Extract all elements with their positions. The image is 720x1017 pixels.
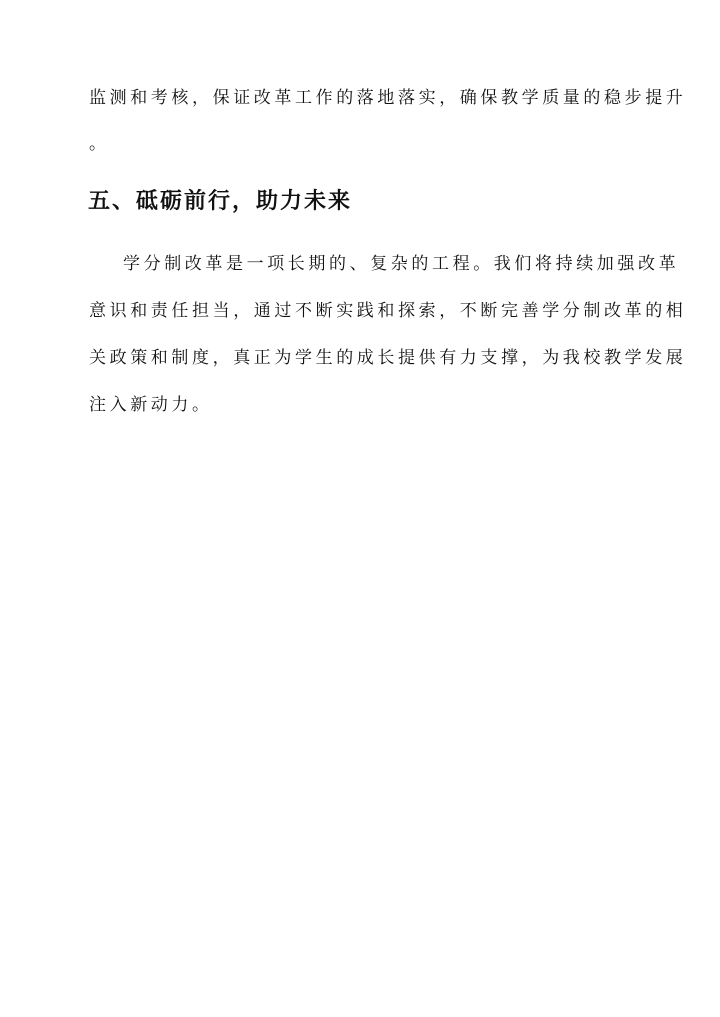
paragraph-line-4: 注入新动力。 (89, 395, 213, 415)
body-paragraph (89, 252, 687, 440)
section-heading: 五、砥砺前行，助力未来 (88, 188, 353, 214)
continued-paragraph-line-1: 监测和考核，保证改革工作的落地落实，确保教学质量的稳步提升 (89, 88, 687, 108)
continued-paragraph-line-2: 。 (89, 134, 110, 154)
paragraph-line-2: 意识和责任担当，通过不断实践和探索，不断完善学分制改革的相 (89, 301, 687, 321)
paragraph-line-1: 学分制改革是一项长期的、复杂的工程。我们将持续加强改革 (123, 254, 680, 274)
paragraph-line-3: 关政策和制度，真正为学生的成长提供有力支撑，为我校教学发展 (89, 348, 687, 368)
